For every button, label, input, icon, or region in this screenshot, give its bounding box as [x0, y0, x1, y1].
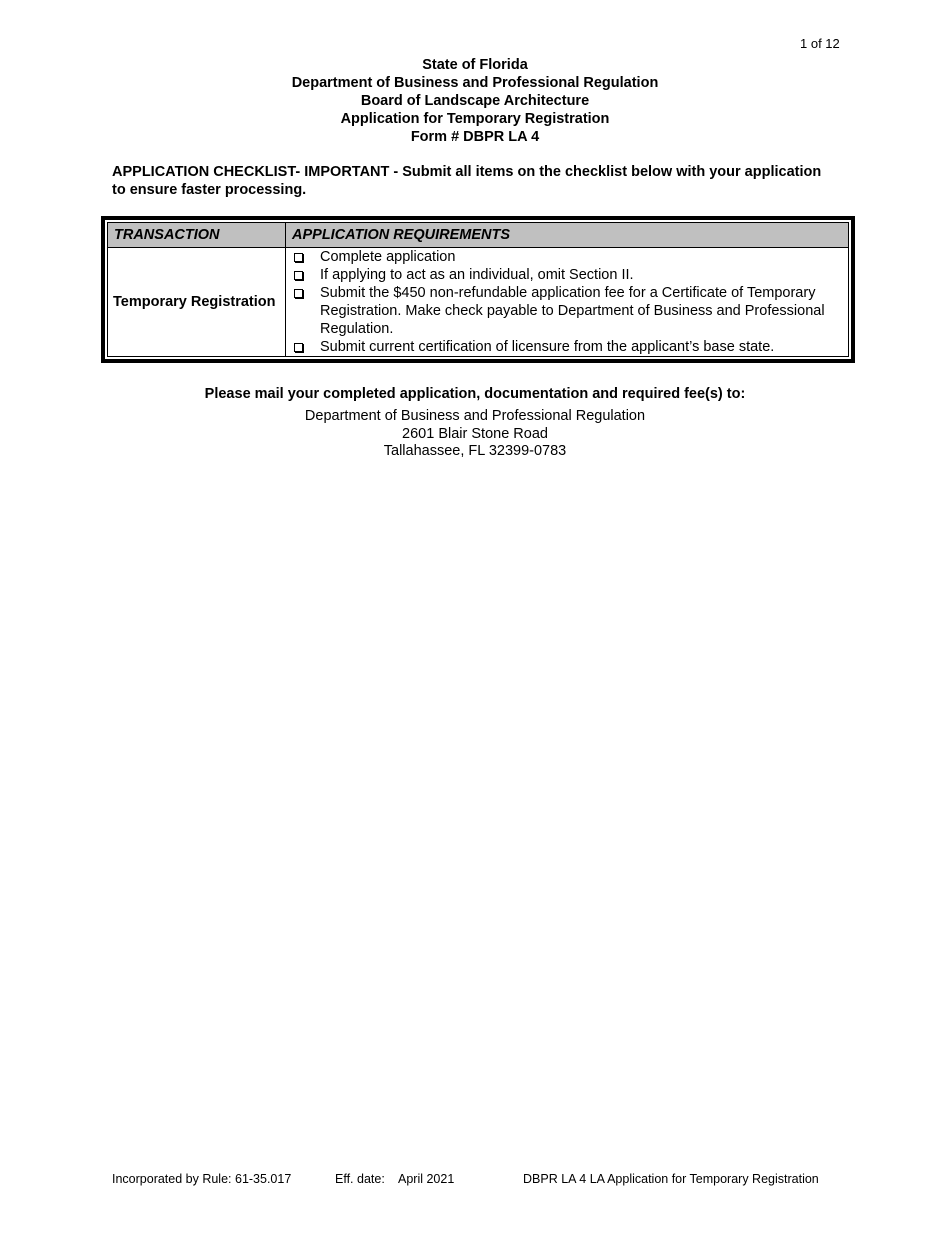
footer-rule: Incorporated by Rule: 61-35.017 — [112, 1172, 292, 1186]
requirement-text: Submit current certification of licensure from the applicant’s base state. — [320, 339, 775, 355]
requirements-table — [107, 222, 849, 357]
checkbox-icon — [294, 343, 303, 352]
table-header-row — [108, 223, 849, 248]
mail-heading: Please mail your completed application, documentation and required fee(s) to: — [204, 386, 746, 402]
table-row — [108, 248, 849, 357]
header-transaction: TRANSACTION — [108, 223, 286, 248]
requirement-text: Submit the $450 non-refundable application fee for a Certificate of Temporary Registration. Make check payable to Department of Business and Professional Regulation. — [320, 285, 825, 337]
header-form-number: Form # DBPR LA 4 — [410, 129, 540, 145]
footer-eff-date: April 2021 — [398, 1172, 455, 1186]
header-board: Board of Landscape Architecture — [360, 93, 590, 109]
list-item — [286, 266, 848, 284]
requirements-cell — [286, 248, 849, 357]
requirements-table-frame — [101, 216, 855, 363]
list-item — [286, 338, 848, 356]
footer-form-title: DBPR LA 4 LA Application for Temporary Registration — [523, 1172, 819, 1186]
address-line-1: Department of Business and Professional Regulation — [304, 408, 646, 424]
address-line-2: 2601 Blair Stone Road — [402, 425, 548, 442]
requirement-text: If applying to act as an individual, omit Section II. — [320, 267, 634, 283]
page-number: 1 of 12 — [800, 36, 840, 51]
checkbox-icon — [294, 289, 303, 298]
header-state: State of Florida — [422, 57, 528, 73]
checkbox-icon — [294, 253, 303, 262]
checklist-intro: APPLICATION CHECKLIST- IMPORTANT - Submit all items on the checklist below with your application to ensure faster processing. — [112, 164, 822, 198]
header-application-title: Application for Temporary Registration — [340, 111, 610, 127]
address-line-3: Tallahassee, FL 32399-0783 — [383, 443, 567, 459]
requirements-list — [286, 248, 848, 356]
list-item — [286, 284, 848, 338]
footer-eff-label: Eff. date: — [335, 1172, 385, 1186]
checkbox-icon — [294, 271, 303, 280]
transaction-cell: Temporary Registration — [108, 248, 286, 357]
list-item — [286, 248, 848, 266]
form-header — [0, 56, 950, 146]
mailing-address — [0, 408, 950, 461]
header-application-requirements: APPLICATION REQUIREMENTS — [286, 223, 849, 248]
requirement-text: Complete application — [320, 249, 456, 265]
header-department: Department of Business and Professional Regulation — [291, 75, 659, 91]
footer — [112, 1172, 819, 1242]
